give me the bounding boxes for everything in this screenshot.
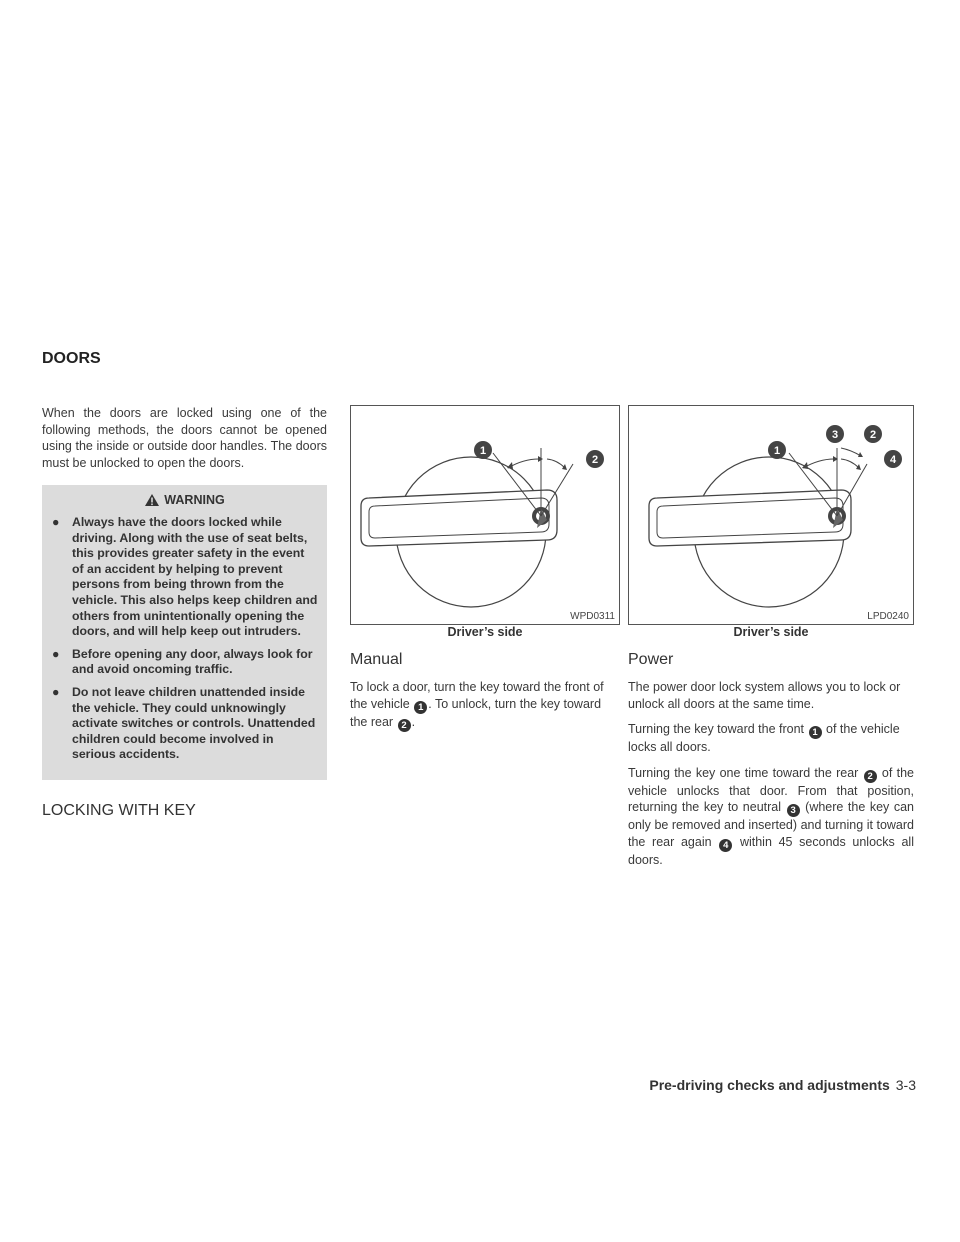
callout-number: 3	[787, 804, 800, 817]
door-handle-illustration	[351, 406, 619, 624]
left-column	[42, 405, 327, 820]
bullet-icon: ●	[52, 515, 60, 529]
manual-text: . To unlock, turn the key toward the rear	[350, 696, 602, 729]
figure-caption: Driver’s side	[733, 625, 809, 639]
figure-power	[628, 405, 914, 625]
warning-triangle-icon	[144, 493, 160, 507]
figure-code: LPD0240	[867, 611, 909, 622]
manual-paragraph	[350, 679, 620, 732]
callout-number: 2	[864, 770, 877, 783]
bullet-icon: ●	[52, 684, 60, 699]
power-text: of the vehicle unlocks that door. From that position, returning the key to neutral	[628, 765, 915, 814]
warning-item	[50, 685, 319, 763]
callout-label: 1	[479, 445, 487, 457]
callout-number: 4	[719, 839, 732, 852]
power-text: Turning the key one time toward the rear	[628, 765, 859, 780]
power-paragraph: The power door lock system allows you to lock or unlock all doors at the same time.	[628, 680, 901, 711]
power-text: (where the key can only be removed and inserted) and turning it toward the rear again	[628, 800, 915, 849]
middle-column	[350, 405, 620, 732]
callout-label: 3	[831, 429, 839, 441]
page-number: 3-3	[895, 1077, 916, 1093]
callout-number: 2	[398, 719, 411, 732]
right-column	[628, 405, 914, 877]
power-text: Turning the key toward the front	[628, 722, 805, 736]
warning-item	[50, 515, 319, 640]
figure-manual	[350, 405, 620, 625]
bullet-icon: ●	[52, 646, 60, 661]
manual-text: To lock a door, turn the key toward the front of the vehicle	[350, 680, 604, 711]
power-heading: Power	[628, 651, 674, 668]
manual-text: .	[411, 714, 416, 729]
warning-item	[50, 647, 319, 678]
warning-title	[50, 493, 319, 507]
callout-number: 1	[414, 701, 427, 714]
section-title: DOORS	[42, 350, 101, 367]
locking-heading: LOCKING WITH KEY	[42, 801, 196, 819]
door-handle-illustration	[629, 406, 913, 624]
power-text: within 45 seconds unlocks all doors.	[628, 834, 914, 867]
callout-label: 1	[773, 445, 781, 457]
callout-number: 1	[809, 726, 822, 739]
callout-label: 4	[889, 454, 897, 466]
warning-item-text: Before opening any door, always look for and avoid oncoming traffic.	[72, 646, 313, 677]
figure-caption: Driver’s side	[447, 625, 523, 639]
warning-title-text: WARNING	[164, 493, 225, 507]
warning-item-text: Do not leave children unattended inside the vehicle. They could unknowingly activate switches or controls. Unattended children could become involved in serious accidents.	[72, 684, 316, 762]
power-text: of the vehicle locks all doors.	[628, 722, 900, 754]
footer-title: Pre-driving checks and adjustments	[649, 1077, 890, 1093]
warning-box	[42, 485, 327, 780]
callout-label: 2	[591, 454, 599, 466]
power-paragraph	[628, 721, 914, 756]
warning-item-text: Always have the doors locked while driving. Along with the use of seat belts, this provides greater safety in the event of an accident by helping to prevent persons from being thrown from the vehicle. This also helps keep children and others from unintentionally opening the doors, and will help keep out intruders.	[72, 515, 318, 639]
intro-paragraph: When the doors are locked using one of the following methods, the doors cannot be opened using the inside or outside door handles. The doors must be unlocked to open the doors.	[42, 406, 327, 470]
callout-label: 2	[869, 429, 877, 441]
figure-code: WPD0311	[570, 611, 615, 622]
manual-heading: Manual	[350, 651, 403, 668]
page-footer	[649, 1077, 916, 1093]
power-paragraph	[628, 765, 914, 869]
